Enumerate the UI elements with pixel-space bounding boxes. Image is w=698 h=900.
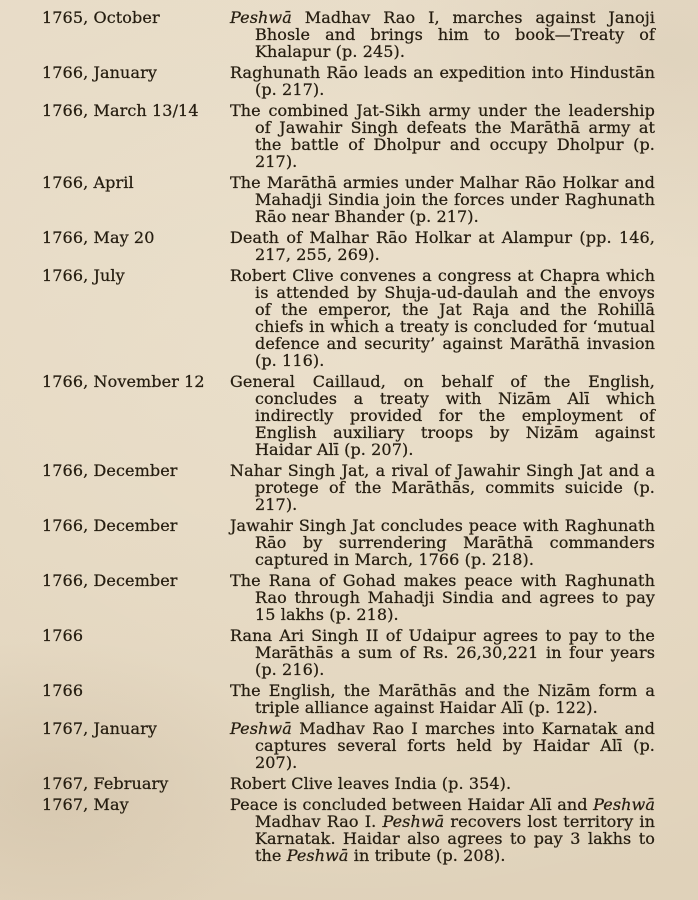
chronology-entry [42,174,698,225]
italic-term: Peshwā [286,846,349,865]
chronology-entry [42,229,698,263]
chronology-entry [42,517,698,568]
text-segment: Death of Malhar Rāo Holkar at Alampur (pp. 146, 217, 255, 269). [230,228,655,264]
entry-description [230,775,655,792]
chronology-entry [42,627,698,678]
entry-description [230,174,655,225]
text-segment: The Marāthā armies under Malhar Rāo Holkar and Mahadji Sindia join the forces under Raghunath Rāo near Bhander (p. 217). [230,173,655,226]
italic-term: Peshwā [382,812,445,831]
chronology-entry [42,9,698,60]
entry-date: 1765, October [42,8,160,27]
text-segment: recovers lost territory in Karnatak. Haidar also agrees to pay 3 lakhs to the [255,812,655,865]
entry-description [230,373,655,458]
entry-description [230,572,655,623]
text-segment: Nahar Singh Jat, a rival of Jawahir Singh Jat and a protege of the Marāthās, commits suicide (p. 217). [230,461,655,514]
entry-date: 1766, May 20 [42,228,155,247]
entry-date: 1767, January [42,719,157,738]
text-segment: Robert Clive leaves India (p. 354). [230,774,512,793]
chronology-entry [42,373,698,458]
entry-description [230,517,655,568]
entry-description [230,267,655,369]
text-segment: Raghunath Rāo leads an expedition into Hindustān (p. 217). [230,63,655,99]
italic-term: Peshwā [230,719,292,738]
entry-date: 1766, December [42,461,178,480]
entry-description [230,64,655,98]
text-segment: in tribute (p. 208). [348,846,506,865]
entry-description [230,720,655,771]
entry-date: 1766, November 12 [42,372,205,391]
chronology-entry [42,267,698,369]
text-segment: Peace is concluded between Haidar Alī and [230,795,594,814]
text-segment: Madhav Rao I. [255,812,383,831]
entry-date: 1766, July [42,266,125,285]
text-segment: Robert Clive convenes a congress at Chapra which is attended by Shuja-ud-daulah and the envoys of the emperor, the Jat Raja and the Rohillā chiefs in which a treaty is concluded for ‘mutual defence and security’ against Marāthā invasion (p. 116). [230,266,655,370]
chronology-entry [42,796,698,864]
entry-date: 1766 [42,681,84,700]
entry-date: 1766, December [42,516,178,535]
entry-date: 1767, May [42,795,129,814]
entry-date: 1766, January [42,63,157,82]
entry-date: 1766, April [42,173,134,192]
entry-description [230,229,655,263]
entry-date: 1766, December [42,571,178,590]
text-segment: General Caillaud, on behalf of the English, concludes a treaty with Nizām Alī which indirectly provided for the employment of English auxiliary troops by Nizām against Haidar Alī (p. 207). [230,372,655,459]
entry-description [230,682,655,716]
text-segment: Rana Ari Singh II of Udaipur agrees to pay to the Marāthās a sum of Rs. 26,30,221 in four years (p. 216). [230,626,655,679]
entry-date: 1767, February [42,774,169,793]
italic-term: Peshwā [593,795,655,814]
entry-description [230,462,655,513]
text-segment: The combined Jat-Sikh army under the leadership of Jawahir Singh defeats the Marāthā army at the battle of Dholpur and occupy Dholpur (p. 217). [230,101,655,171]
entry-description [230,9,655,60]
chronology-entry [42,720,698,771]
entry-description [230,102,655,170]
text-segment: Jawahir Singh Jat concludes peace with Raghunath Rāo by surrendering Marāthā commanders captured in March, 1766 (p. 218). [230,516,655,569]
chronology-list [42,9,698,864]
chronology-entry [42,102,698,170]
text-segment: The English, the Marāthās and the Nizām form a triple alliance against Haidar Alī (p. 122). [230,681,655,717]
chronology-entry [42,462,698,513]
chronology-entry [42,572,698,623]
chronology-entry [42,64,698,98]
italic-term: Peshwā [230,8,292,27]
entry-description [230,796,655,864]
text-segment: The Rana of Gohad makes peace with Raghunath Rao through Mahadji Sindia and agrees to pay 15 lakhs (p. 218). [230,571,655,624]
entry-date: 1766 [42,626,84,645]
entry-description [230,627,655,678]
chronology-entry [42,775,698,792]
chronology-entry [42,682,698,716]
text-segment: Madhav Rao I marches into Karnatak and captures several forts held by Haidar Alī (p. 207). [255,719,655,772]
text-segment: Madhav Rao I, marches against Janoji Bhosle and brings him to book—Treaty of Khalapur (p. 245). [255,8,655,61]
entry-date: 1766, March 13/14 [42,101,199,120]
